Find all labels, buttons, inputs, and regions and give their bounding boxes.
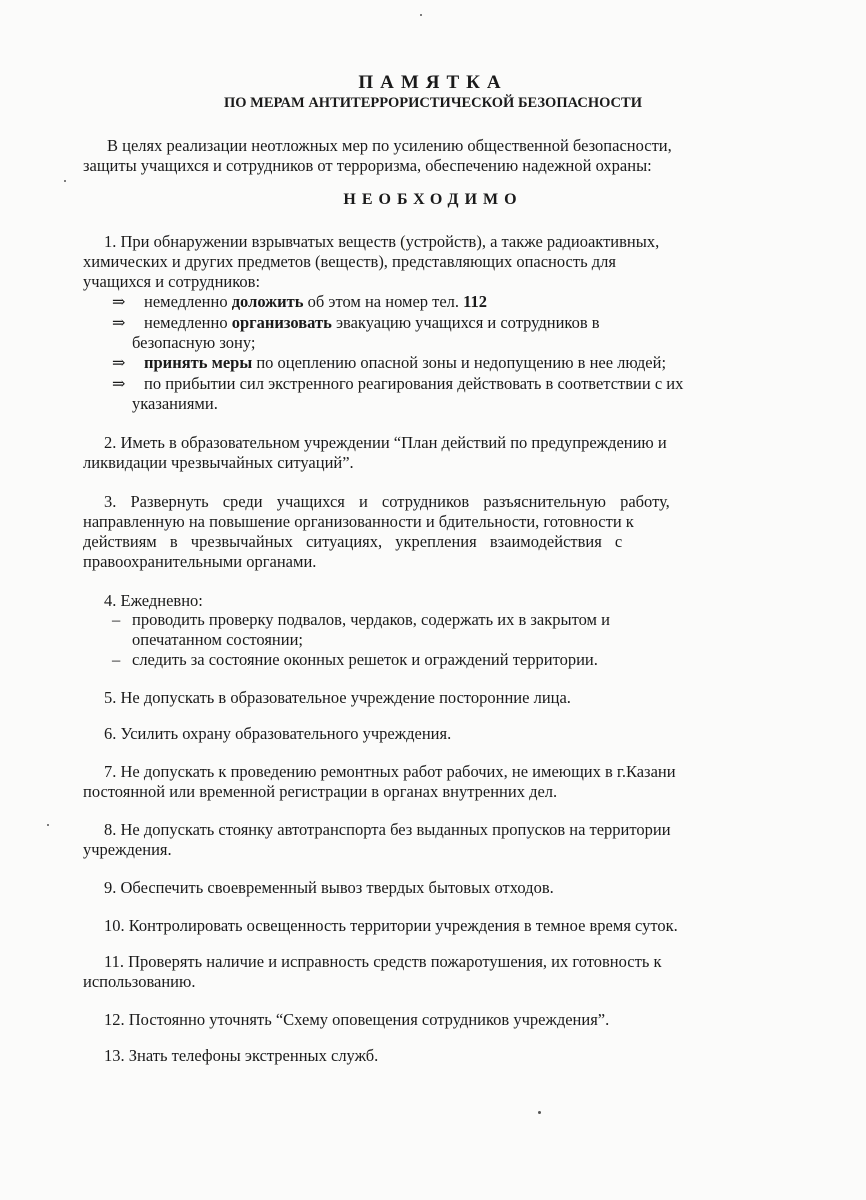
item-1-line-1: 1. При обнаружении взрывчатых веществ (устройств), а также радиоактивных, [104,232,660,251]
dash-icon: – [112,650,121,669]
item-6: 6. Усилить охрану образовательного учреждения. [104,724,452,743]
item-11-line-1: 11. Проверять наличие и исправность средств пожаротушения, их готовность к [104,952,662,971]
item-1-bullet-2-cont: безопасную зону; [132,333,256,352]
doc-title: ПАМЯТКА [358,72,508,93]
item-7-line-1: 7. Не допускать к проведению ремонтных работ рабочих, не имеющих в г.Казани [104,762,676,781]
item-5: 5. Не допускать в образовательное учреждение посторонние лица. [104,688,571,707]
scan-speck [64,180,66,182]
arrow-icon: ⇒ [112,294,126,311]
item-2-line-1: 2. Иметь в образовательном учреждении “План действий по предупреждению и [104,433,667,452]
scan-speck [538,1111,541,1114]
item-3-line-4: правоохранительными органами. [83,552,317,571]
item-4-head: 4. Ежедневно: [104,591,203,610]
section-heading: НЕОБХОДИМО [343,191,523,208]
arrow-icon: ⇒ [112,376,126,393]
item-11-line-2: использованию. [83,972,196,991]
item-1-line-2: химических и других предметов (веществ), представляющих опасность для [83,252,616,271]
item-9: 9. Обеспечить своевременный вывоз твердых бытовых отходов. [104,878,554,897]
intro-line-2: защиты учащихся и сотрудников от терроризма, обеспечению надежной охраны: [83,156,652,175]
item-8-line-1: 8. Не допускать стоянку автотранспорта без выданных пропусков на территории [104,820,671,839]
item-1-bullet-4: по прибытии сил экстренного реагирования действовать в соответствии с их [144,374,684,393]
item-7-line-2: постоянной или временной регистрации в органах внутренних дел. [83,782,558,801]
item-3-line-1: 3. Развернуть среди учащихся и сотрудников разъяснительную работу, [104,492,670,511]
item-4-dash-1-cont: опечатанном состоянии; [132,630,303,649]
item-2-line-2: ликвидации чрезвычайных ситуаций”. [83,453,354,472]
item-10: 10. Контролировать освещенность территории учреждения в темное время суток. [104,916,678,935]
item-8-line-2: учреждения. [83,840,172,859]
item-1-bullet-4-cont: указаниями. [132,394,218,413]
arrow-icon: ⇒ [112,315,126,332]
item-1-bullet-1: немедленно доложить об этом на номер тел. 112 [144,292,488,311]
item-1-bullet-2: немедленно организовать эвакуацию учащихся и сотрудников в [144,313,600,332]
dash-icon: – [112,610,121,629]
intro-line-1: В целях реализации неотложных мер по усилению общественной безопасности, [107,136,672,155]
item-13: 13. Знать телефоны экстренных служб. [104,1046,379,1065]
item-4-dash-1: проводить проверку подвалов, чердаков, содержать их в закрытом и [132,610,610,629]
item-12: 12. Постоянно уточнять “Схему оповещения сотрудников учреждения”. [104,1010,610,1029]
doc-subtitle: ПО МЕРАМ АНТИТЕРРОРИСТИЧЕСКОЙ БЕЗОПАСНОСТИ [224,95,642,111]
item-3-line-3: действиям в чрезвычайных ситуациях, укрепления взаимодействия с [83,532,623,551]
item-3-line-2: направленную на повышение организованности и бдительности, готовности к [83,512,634,531]
item-1-bullet-3: принять меры по оцеплению опасной зоны и недопущению в нее людей; [144,353,667,372]
arrow-icon: ⇒ [112,355,126,372]
scan-speck [47,824,49,826]
item-4-dash-2: следить за состояние оконных решеток и ограждений территории. [132,650,598,669]
scan-speck [420,14,422,16]
item-1-line-3: учащихся и сотрудников: [83,272,261,291]
